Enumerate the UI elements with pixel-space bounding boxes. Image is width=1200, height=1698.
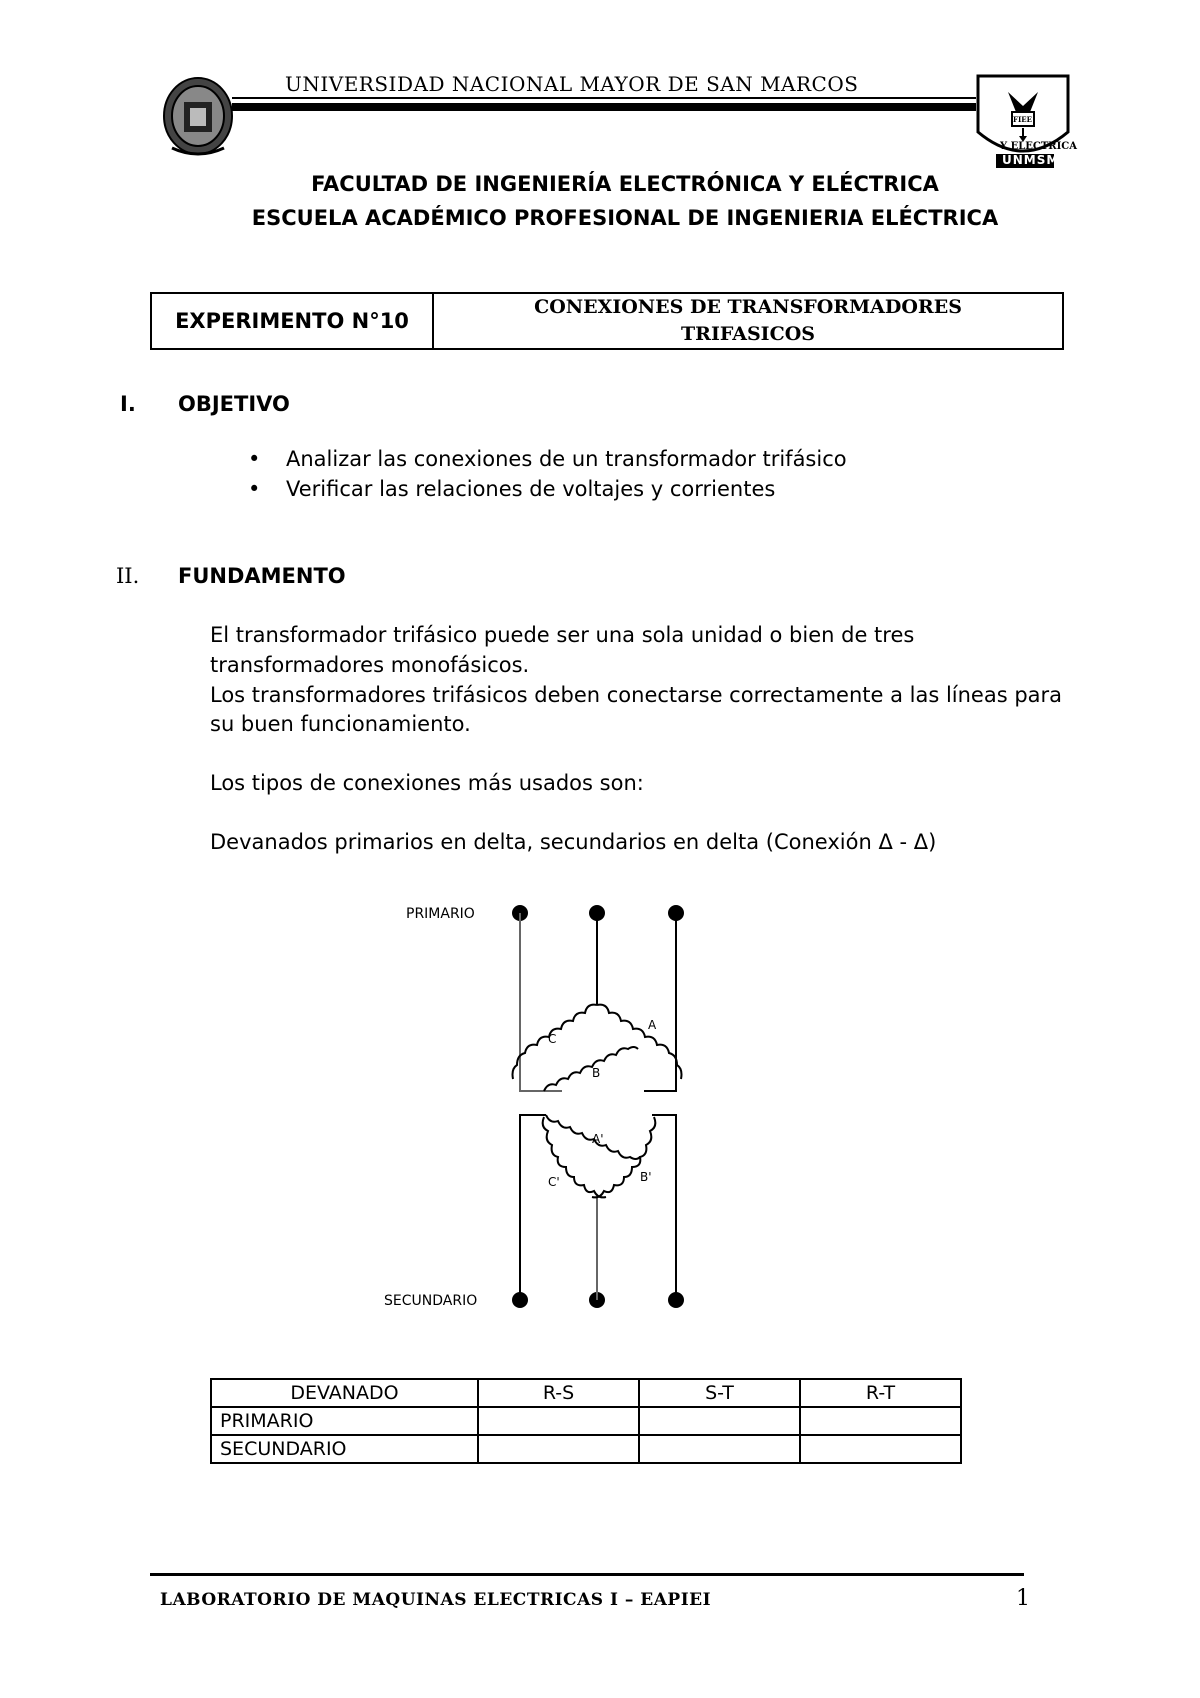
primary-coil-b bbox=[544, 1047, 638, 1091]
connection-types-intro: Los tipos de conexiones más usados son: bbox=[210, 771, 644, 795]
primary-label: PRIMARIO bbox=[406, 906, 475, 922]
paragraph-line: transformadores monofásicos. bbox=[210, 653, 530, 677]
list-item-text: Analizar las conexiones de un transformador trifásico bbox=[286, 447, 847, 471]
column-header: DEVANADO bbox=[211, 1379, 478, 1407]
experiment-title bbox=[434, 294, 1062, 348]
list-item-text: Verificar las relaciones de voltajes y corrientes bbox=[286, 477, 776, 501]
table-row bbox=[211, 1435, 961, 1463]
column-header: R-T bbox=[800, 1379, 961, 1407]
primary-wire-r bbox=[520, 913, 562, 1091]
coil-label: A' bbox=[592, 1132, 604, 1146]
faculty-logo-badge: FIEE bbox=[1013, 115, 1032, 124]
measurement-table bbox=[210, 1378, 962, 1464]
paragraph-line: Los transformadores trifásicos deben conectarse correctamente a las líneas para bbox=[210, 683, 1063, 707]
section1-number: I. bbox=[120, 392, 136, 416]
secondary-wire-t bbox=[652, 1115, 676, 1300]
delta-delta-diagram bbox=[370, 895, 700, 1315]
table-cell bbox=[800, 1435, 961, 1463]
primary-coil-a bbox=[597, 1005, 682, 1079]
coil-label: C' bbox=[548, 1175, 560, 1189]
table-cell bbox=[639, 1407, 800, 1435]
footer-rule bbox=[150, 1573, 1024, 1576]
coil-label: B bbox=[592, 1066, 601, 1080]
table-cell bbox=[639, 1435, 800, 1463]
section2-number: II. bbox=[116, 564, 140, 588]
row-label: PRIMARIO bbox=[211, 1407, 478, 1435]
experiment-title-line2: TRIFASICOS bbox=[681, 323, 815, 345]
footer-text: LABORATORIO DE MAQUINAS ELECTRICAS I – EAPIEI bbox=[160, 1590, 712, 1610]
column-header: R-S bbox=[478, 1379, 639, 1407]
row-label: SECUNDARIO bbox=[211, 1435, 478, 1463]
list-item bbox=[248, 447, 847, 471]
header-rule-thin bbox=[232, 97, 976, 99]
university-title: UNIVERSIDAD NACIONAL MAYOR DE SAN MARCOS bbox=[285, 72, 859, 96]
list-item bbox=[248, 477, 775, 501]
table-header-row bbox=[211, 1379, 961, 1407]
experiment-title-line1: CONEXIONES DE TRANSFORMADORES bbox=[534, 296, 962, 318]
experiment-number: EXPERIMENTO N°10 bbox=[152, 294, 434, 348]
secondary-wire-r bbox=[520, 1115, 546, 1300]
secondary-label: SECUNDARIO bbox=[384, 1293, 478, 1309]
university-logo bbox=[162, 76, 234, 158]
primary-wire-t bbox=[644, 913, 676, 1091]
bullet-icon: • bbox=[248, 447, 261, 471]
coil-label: C bbox=[548, 1032, 557, 1046]
table-row bbox=[211, 1407, 961, 1435]
page-number: 1 bbox=[1016, 1586, 1030, 1611]
faculty-logo-unmsm: UNMSM bbox=[1002, 153, 1060, 167]
table-cell bbox=[800, 1407, 961, 1435]
section2-title: FUNDAMENTO bbox=[178, 564, 346, 588]
column-header: S-T bbox=[639, 1379, 800, 1407]
paragraph-line: El transformador trifásico puede ser una sola unidad o bien de tres bbox=[210, 623, 915, 647]
faculty-heading: FACULTAD DE INGENIERÍA ELECTRÓNICA Y ELÉCTRICA bbox=[311, 172, 939, 196]
school-heading: ESCUELA ACADÉMICO PROFESIONAL DE INGENIERIA ELÉCTRICA bbox=[251, 206, 999, 230]
bullet-icon: • bbox=[248, 477, 261, 501]
section1-title: OBJETIVO bbox=[178, 392, 290, 416]
paragraph-line: su buen funcionamiento. bbox=[210, 712, 471, 736]
header-rule-thick bbox=[232, 103, 976, 111]
coil-label: A bbox=[648, 1018, 657, 1032]
table-cell bbox=[478, 1435, 639, 1463]
experiment-box bbox=[150, 292, 1064, 350]
faculty-logo-caption: Y ELECTRICA bbox=[1000, 141, 1078, 152]
coil-label: B' bbox=[640, 1170, 652, 1184]
table-cell bbox=[478, 1407, 639, 1435]
delta-delta-description: Devanados primarios en delta, secundarios en delta (Conexión Δ - Δ) bbox=[210, 830, 937, 854]
